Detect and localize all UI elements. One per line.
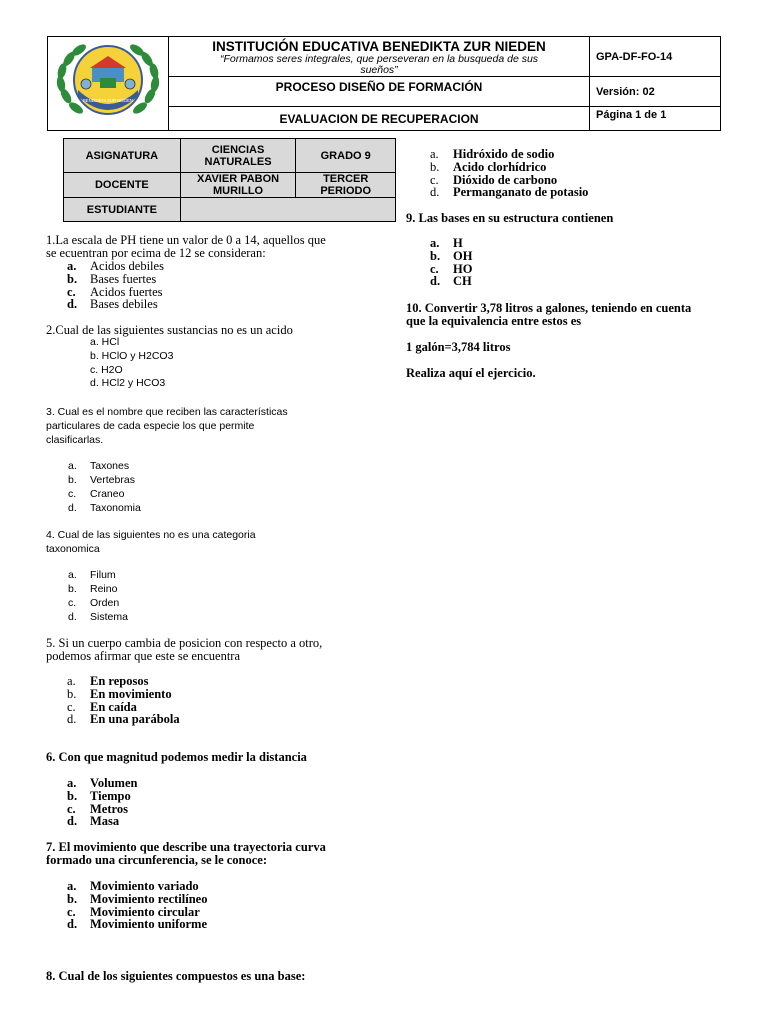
question-7-options <box>67 880 207 931</box>
question-7-line1: 7. El movimiento que describe una trayectoria curva <box>46 840 326 854</box>
estudiante-label: ESTUDIANTE <box>64 198 181 222</box>
option[interactable]: b. Acido clorhídrico <box>430 159 547 174</box>
asignatura-value-line2: NATURALES <box>204 155 272 168</box>
option[interactable]: a. Movimiento variado <box>67 879 199 893</box>
option[interactable]: a. H <box>430 236 463 250</box>
question-7 <box>46 841 326 867</box>
school-logo <box>48 38 168 124</box>
question-5-options <box>67 675 180 726</box>
option[interactable]: c. Movimiento circular <box>67 904 200 919</box>
option[interactable]: d. Bases debiles <box>67 297 158 312</box>
option[interactable]: a. En reposos <box>67 674 149 688</box>
option[interactable]: b. En movimiento <box>67 686 172 701</box>
question-10-line1: 10. Convertir 3,78 litros a galones, teniendo en cuenta <box>406 301 692 315</box>
question-5-line2: podemos afirmar que este se encuentra <box>46 649 241 663</box>
question-3 <box>46 405 288 447</box>
question-5 <box>46 637 322 663</box>
question-4-line1: 4. Cual de las siguientes no es una categoria <box>46 529 256 541</box>
option[interactable]: c. Acidos fuertes <box>67 284 163 299</box>
option[interactable]: b. OH <box>430 248 473 263</box>
option[interactable]: d. Permanganato de potasio <box>430 185 589 200</box>
document-header <box>47 36 721 131</box>
school-title-cell <box>169 37 590 77</box>
question-4-line2: taxonomica <box>46 543 100 555</box>
option[interactable]: d. CH <box>430 274 472 289</box>
equivalence-text: 1 galón=3,784 litros <box>406 340 511 354</box>
question-7-line2: formado una circunferencia, se le conoce: <box>46 853 268 867</box>
question-3-line1: 3. Cual es el nombre que reciben las características <box>46 406 288 418</box>
process-title: PROCESO DISEÑO DE FORMACIÓN <box>169 77 590 107</box>
option[interactable]: d. En una parábola <box>67 712 180 727</box>
option[interactable]: a. Filum <box>68 569 116 581</box>
question-6: 6. Con que magnitud podemos medir la distancia <box>46 750 307 764</box>
option[interactable]: b. Reino <box>68 583 118 595</box>
option[interactable]: c. Dióxido de carbono <box>430 172 558 187</box>
school-name: INSTITUCIÓN EDUCATIVA BENEDIKTA ZUR NIEDEN <box>212 39 546 54</box>
question-3-options <box>68 459 141 515</box>
periodo-value <box>296 173 396 198</box>
option[interactable]: d. HCl2 y HCO3 <box>90 377 166 390</box>
question-1-line2: se ecuentran por ecima de 12 se consideran: <box>46 246 266 260</box>
grado-value: GRADO 9 <box>296 139 396 173</box>
option[interactable]: a. HCl <box>90 336 120 348</box>
option[interactable]: d. Sistema <box>68 611 128 623</box>
option[interactable]: a. Acidos debiles <box>67 259 164 273</box>
option[interactable]: c. HO <box>430 261 473 276</box>
version-label: Versión: 02 <box>590 77 721 107</box>
docente-label: DOCENTE <box>64 173 181 198</box>
docente-value-line2: MURILLO <box>213 185 264 197</box>
question-5-line1: 5. Si un cuerpo cambia de posicion con respecto a otro, <box>46 636 323 650</box>
asignatura-value-line1: CIENCIAS <box>211 143 265 156</box>
option[interactable]: b. Bases fuertes <box>67 271 157 286</box>
option[interactable]: c. Orden <box>68 597 120 609</box>
docente-value <box>180 173 296 198</box>
question-2: 2.Cual de las siguientes sustancias no es un acido <box>46 323 293 337</box>
question-2-options <box>90 336 173 391</box>
periodo-line1: TERCER <box>323 173 369 185</box>
option[interactable]: d. Taxonomia <box>68 502 141 514</box>
logo-cell <box>48 37 169 131</box>
option[interactable]: c. Craneo <box>68 488 125 500</box>
option[interactable]: c. Metros <box>67 801 128 816</box>
logo-text: BENEDIKTA ZUR NIEDEN <box>83 98 133 103</box>
asignatura-label: ASIGNATURA <box>64 139 181 173</box>
evaluation-title: EVALUACION DE RECUPERACION <box>169 107 590 131</box>
question-9: 9. Las bases en su estructura contienen <box>406 211 614 225</box>
periodo-line2: PERIODO <box>320 185 372 197</box>
question-1-options <box>67 260 164 311</box>
question-10-line2: que la equivalencia entre estos es <box>406 314 582 328</box>
asignatura-value <box>180 139 296 173</box>
page-label: Página 1 de 1 <box>590 107 721 131</box>
student-info-table <box>63 138 396 222</box>
exercise-instruction: Realiza aquí el ejercicio. <box>406 366 536 380</box>
question-1 <box>46 234 326 260</box>
question-3-line2: particulares de cada especie los que permite <box>46 420 255 432</box>
option[interactable]: c. En caída <box>67 699 137 714</box>
question-1-line1: 1.La escala de PH tiene un valor de 0 a 14, aquellos que <box>46 233 326 247</box>
option[interactable]: a. Taxones <box>68 460 130 472</box>
option[interactable]: b. Tiempo <box>67 788 131 803</box>
option[interactable]: b. Movimiento rectilíneo <box>67 891 208 906</box>
question-9-options <box>430 237 472 288</box>
question-4-options <box>68 568 128 624</box>
option[interactable]: b. Vertebras <box>68 474 135 486</box>
option[interactable]: d. Movimiento uniforme <box>67 917 207 932</box>
option[interactable]: d. Masa <box>67 814 120 829</box>
form-code: GPA-DF-FO-14 <box>590 37 721 77</box>
option[interactable]: a. Volumen <box>67 776 138 790</box>
question-10 <box>406 302 691 328</box>
question-4 <box>46 528 256 556</box>
option[interactable]: b. HClO y H2CO3 <box>90 349 174 362</box>
option[interactable]: a. Hidróxido de sodio <box>430 147 555 161</box>
docente-value-line1: XAVIER PABON <box>197 173 280 185</box>
school-motto-line1: “Formamos seres integrales, que perseveran en la busqueda de sus <box>219 53 539 65</box>
question-8-options <box>430 148 588 199</box>
question-3-line3: clasificarlas. <box>46 434 104 446</box>
question-6-options <box>67 777 137 828</box>
estudiante-field[interactable] <box>180 198 395 222</box>
school-motto-line2: sueños” <box>360 64 398 76</box>
option[interactable]: c. H2O <box>90 363 123 376</box>
question-8: 8. Cual de los siguientes compuestos es una base: <box>46 969 306 983</box>
